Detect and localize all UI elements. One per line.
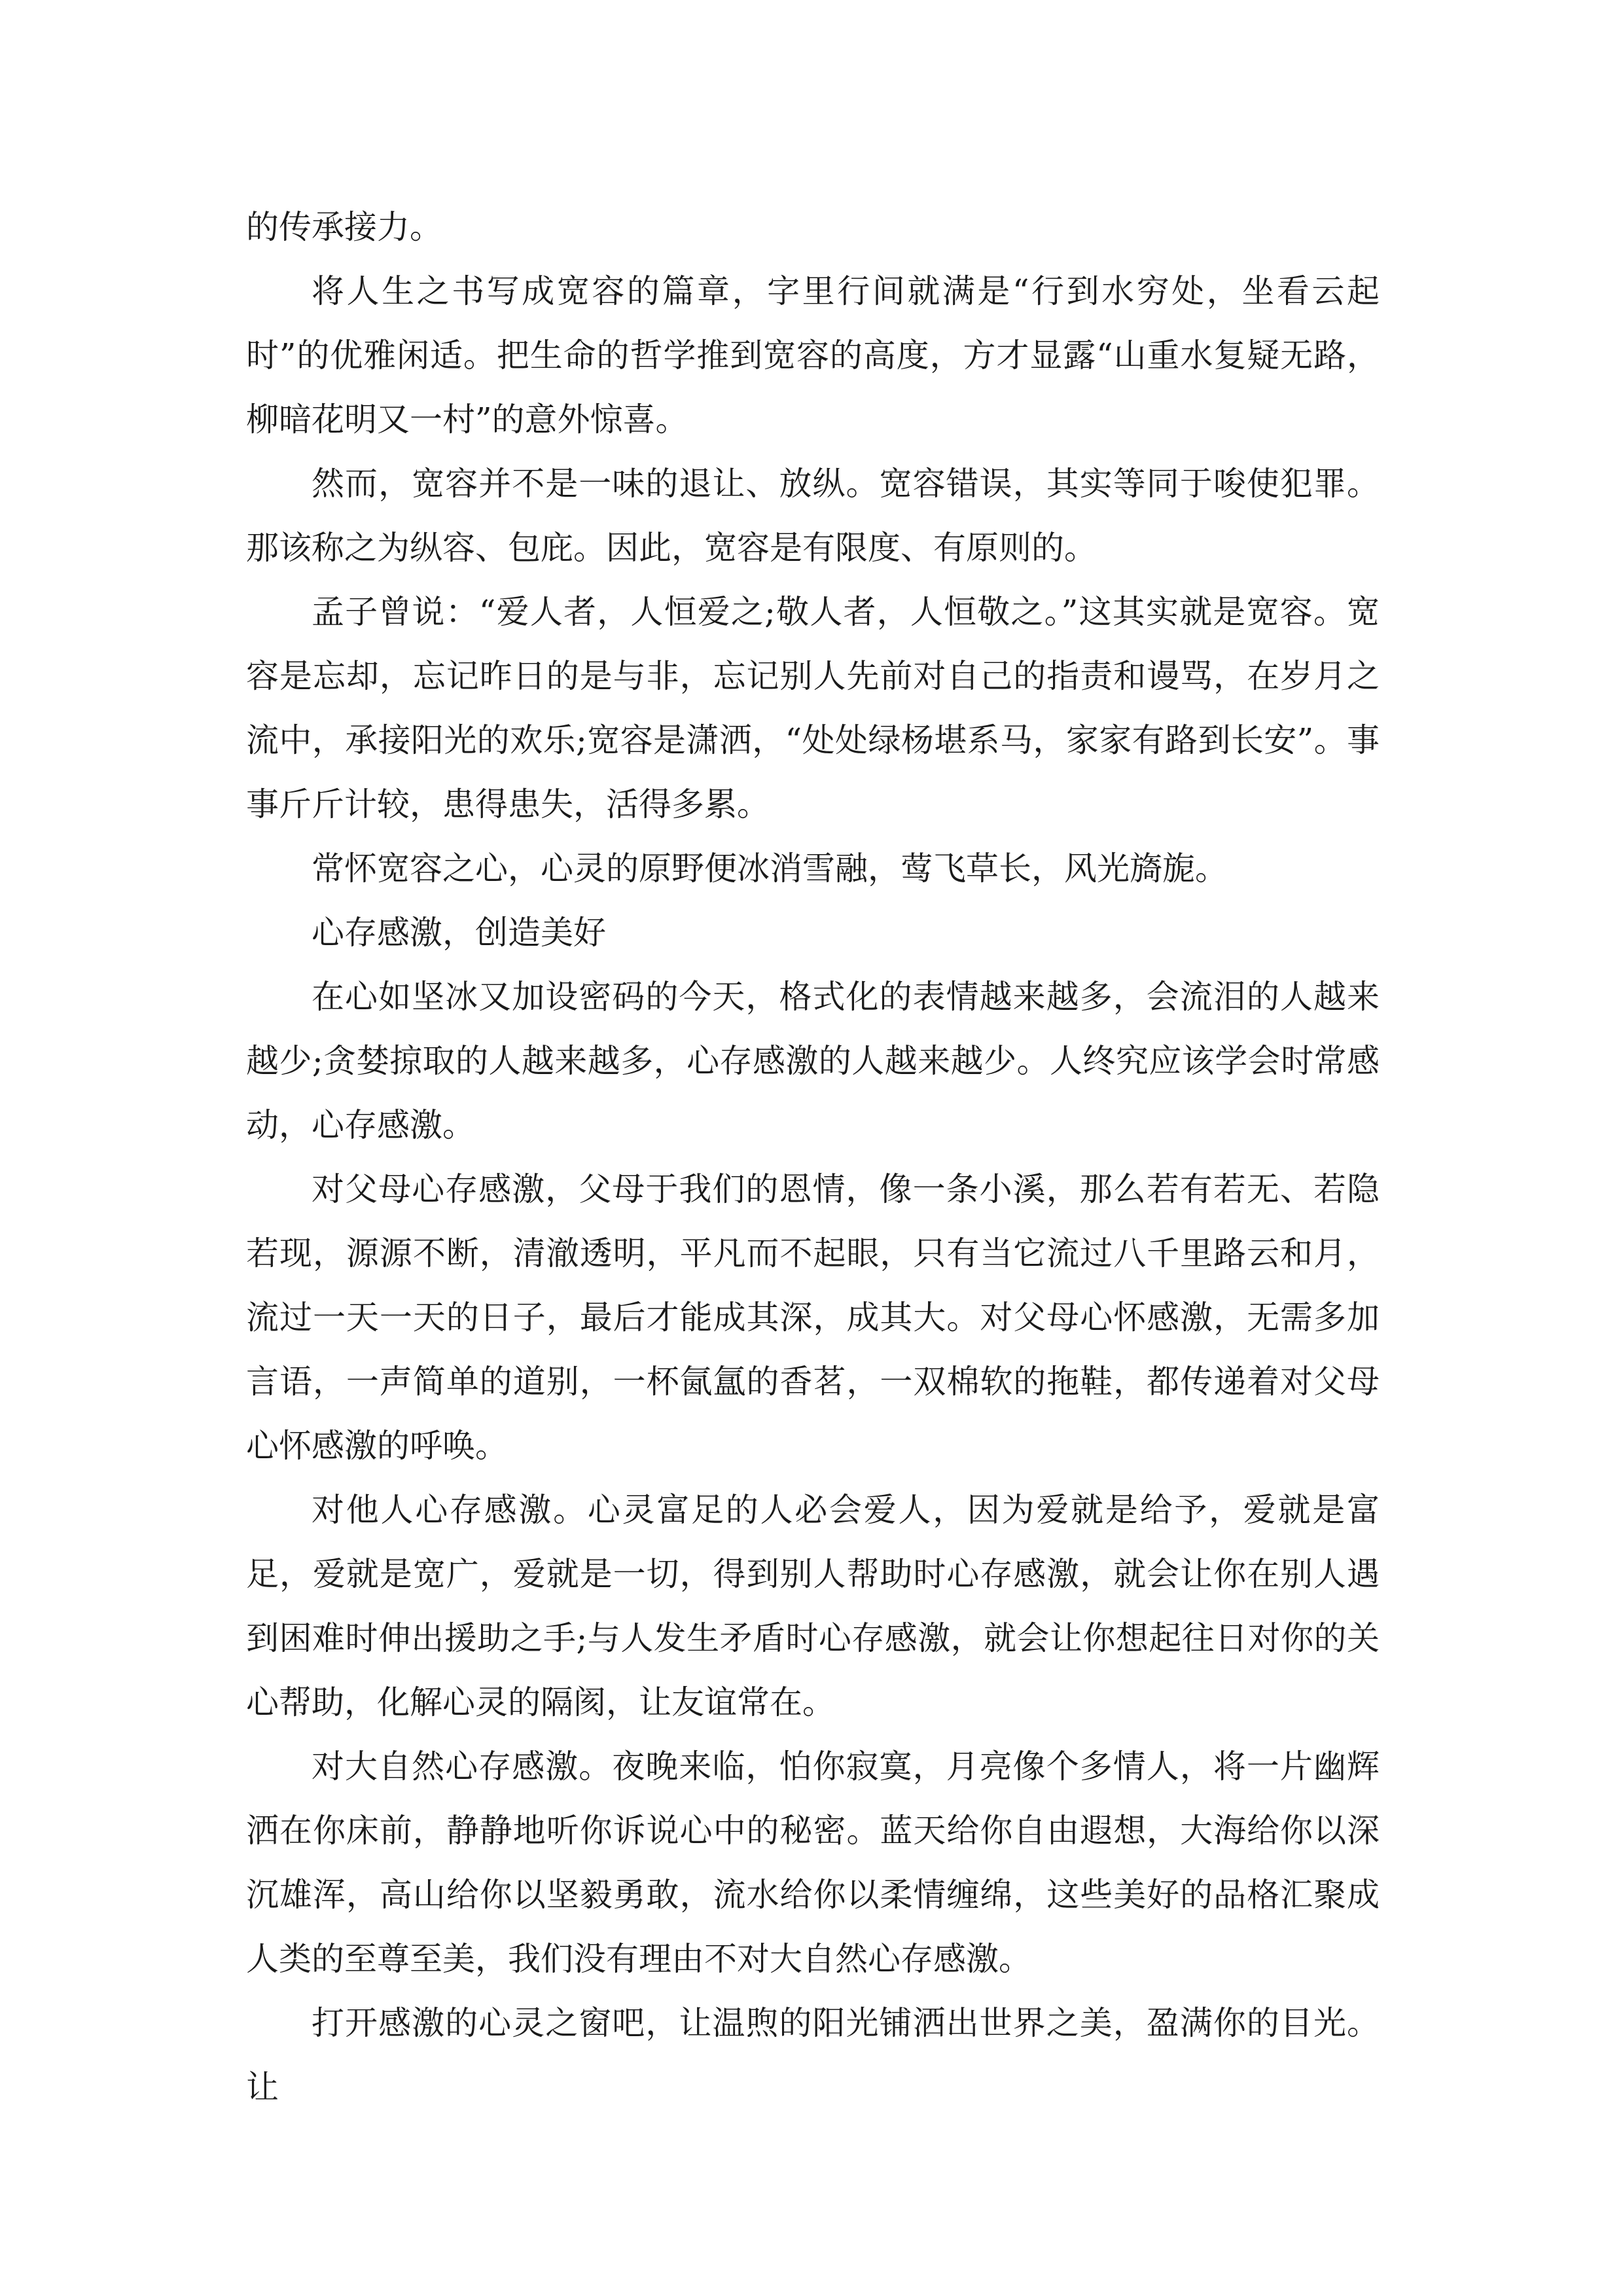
document-body: [246, 195, 1380, 2119]
paragraph: 对父母心存感激，父母于我们的恩情，像一条小溪，那么若有若无、若隐若现，源源不断，清澈透明，平凡而不起眼，只有当它流过八千里路云和月，流过一天一天的日子，最后才能成其深，成其大。对父母心怀感激，无需多加言语，一声简单的道别，一杯氤氲的香茗，一双棉软的拖鞋，都传递着对父母心怀感激的呼唤。: [246, 1170, 1380, 1465]
paragraph: 对大自然心存感激。夜晚来临，怕你寂寞，月亮像个多情人，将一片幽辉洒在你床前，静静地听你诉说心中的秘密。蓝天给你自由遐想，大海给你以深沉雄浑，高山给你以坚毅勇敢，流水给你以柔情缠绵，这些美好的品格汇聚成人类的至尊至美，我们没有理由不对大自然心存感激。: [246, 1748, 1380, 1978]
paragraph: 的传承接力。: [246, 208, 442, 246]
paragraph: 打开感激的心灵之窗吧，让温煦的阳光铺洒出世界之美，盈满你的目光。让: [246, 2004, 1380, 2106]
section-heading: 心存感激，创造美好: [312, 914, 606, 952]
paragraph: 孟子曾说：“爱人者，人恒爱之;敬人者，人恒敬之。”这其实就是宽容。宽容是忘却，忘记昨日的是与非，忘记别人先前对自己的指责和谩骂，在岁月之流中，承接阳光的欢乐;宽容是潇洒，“处处绿杨堪系马，家家有路到长安”。事事斤斤计较，患得患失，活得多累。: [246, 593, 1380, 823]
paragraph: 对他人心存感激。心灵富足的人必会爱人，因为爱就是给予，爱就是富足，爱就是宽广，爱就是一切，得到别人帮助时心存感激，就会让你在别人遇到困难时伸出援助之手;与人发生矛盾时心存感激，就会让你想起往日对你的关心帮助，化解心灵的隔阂，让友谊常在。: [246, 1491, 1380, 1721]
paragraph: 常怀宽容之心，心灵的原野便冰消雪融，莺飞草长，风光旖旎。: [312, 850, 1228, 888]
paragraph: 将人生之书写成宽容的篇章，字里行间就满是“行到水穷处，坐看云起时”的优雅闲适。把生命的哲学推到宽容的高度，方才显露“山重水复疑无路，柳暗花明又一村”的意外惊喜。: [246, 272, 1380, 439]
paragraph: 然而，宽容并不是一味的退让、放纵。宽容错误，其实等同于唆使犯罪。那该称之为纵容、包庇。因此，宽容是有限度、有原则的。: [246, 465, 1380, 567]
paragraph: 在心如坚冰又加设密码的今天，格式化的表情越来越多，会流泪的人越来越少;贪婪掠取的人越来越多，心存感激的人越来越少。人终究应该学会时常感动，心存感激。: [246, 978, 1380, 1144]
